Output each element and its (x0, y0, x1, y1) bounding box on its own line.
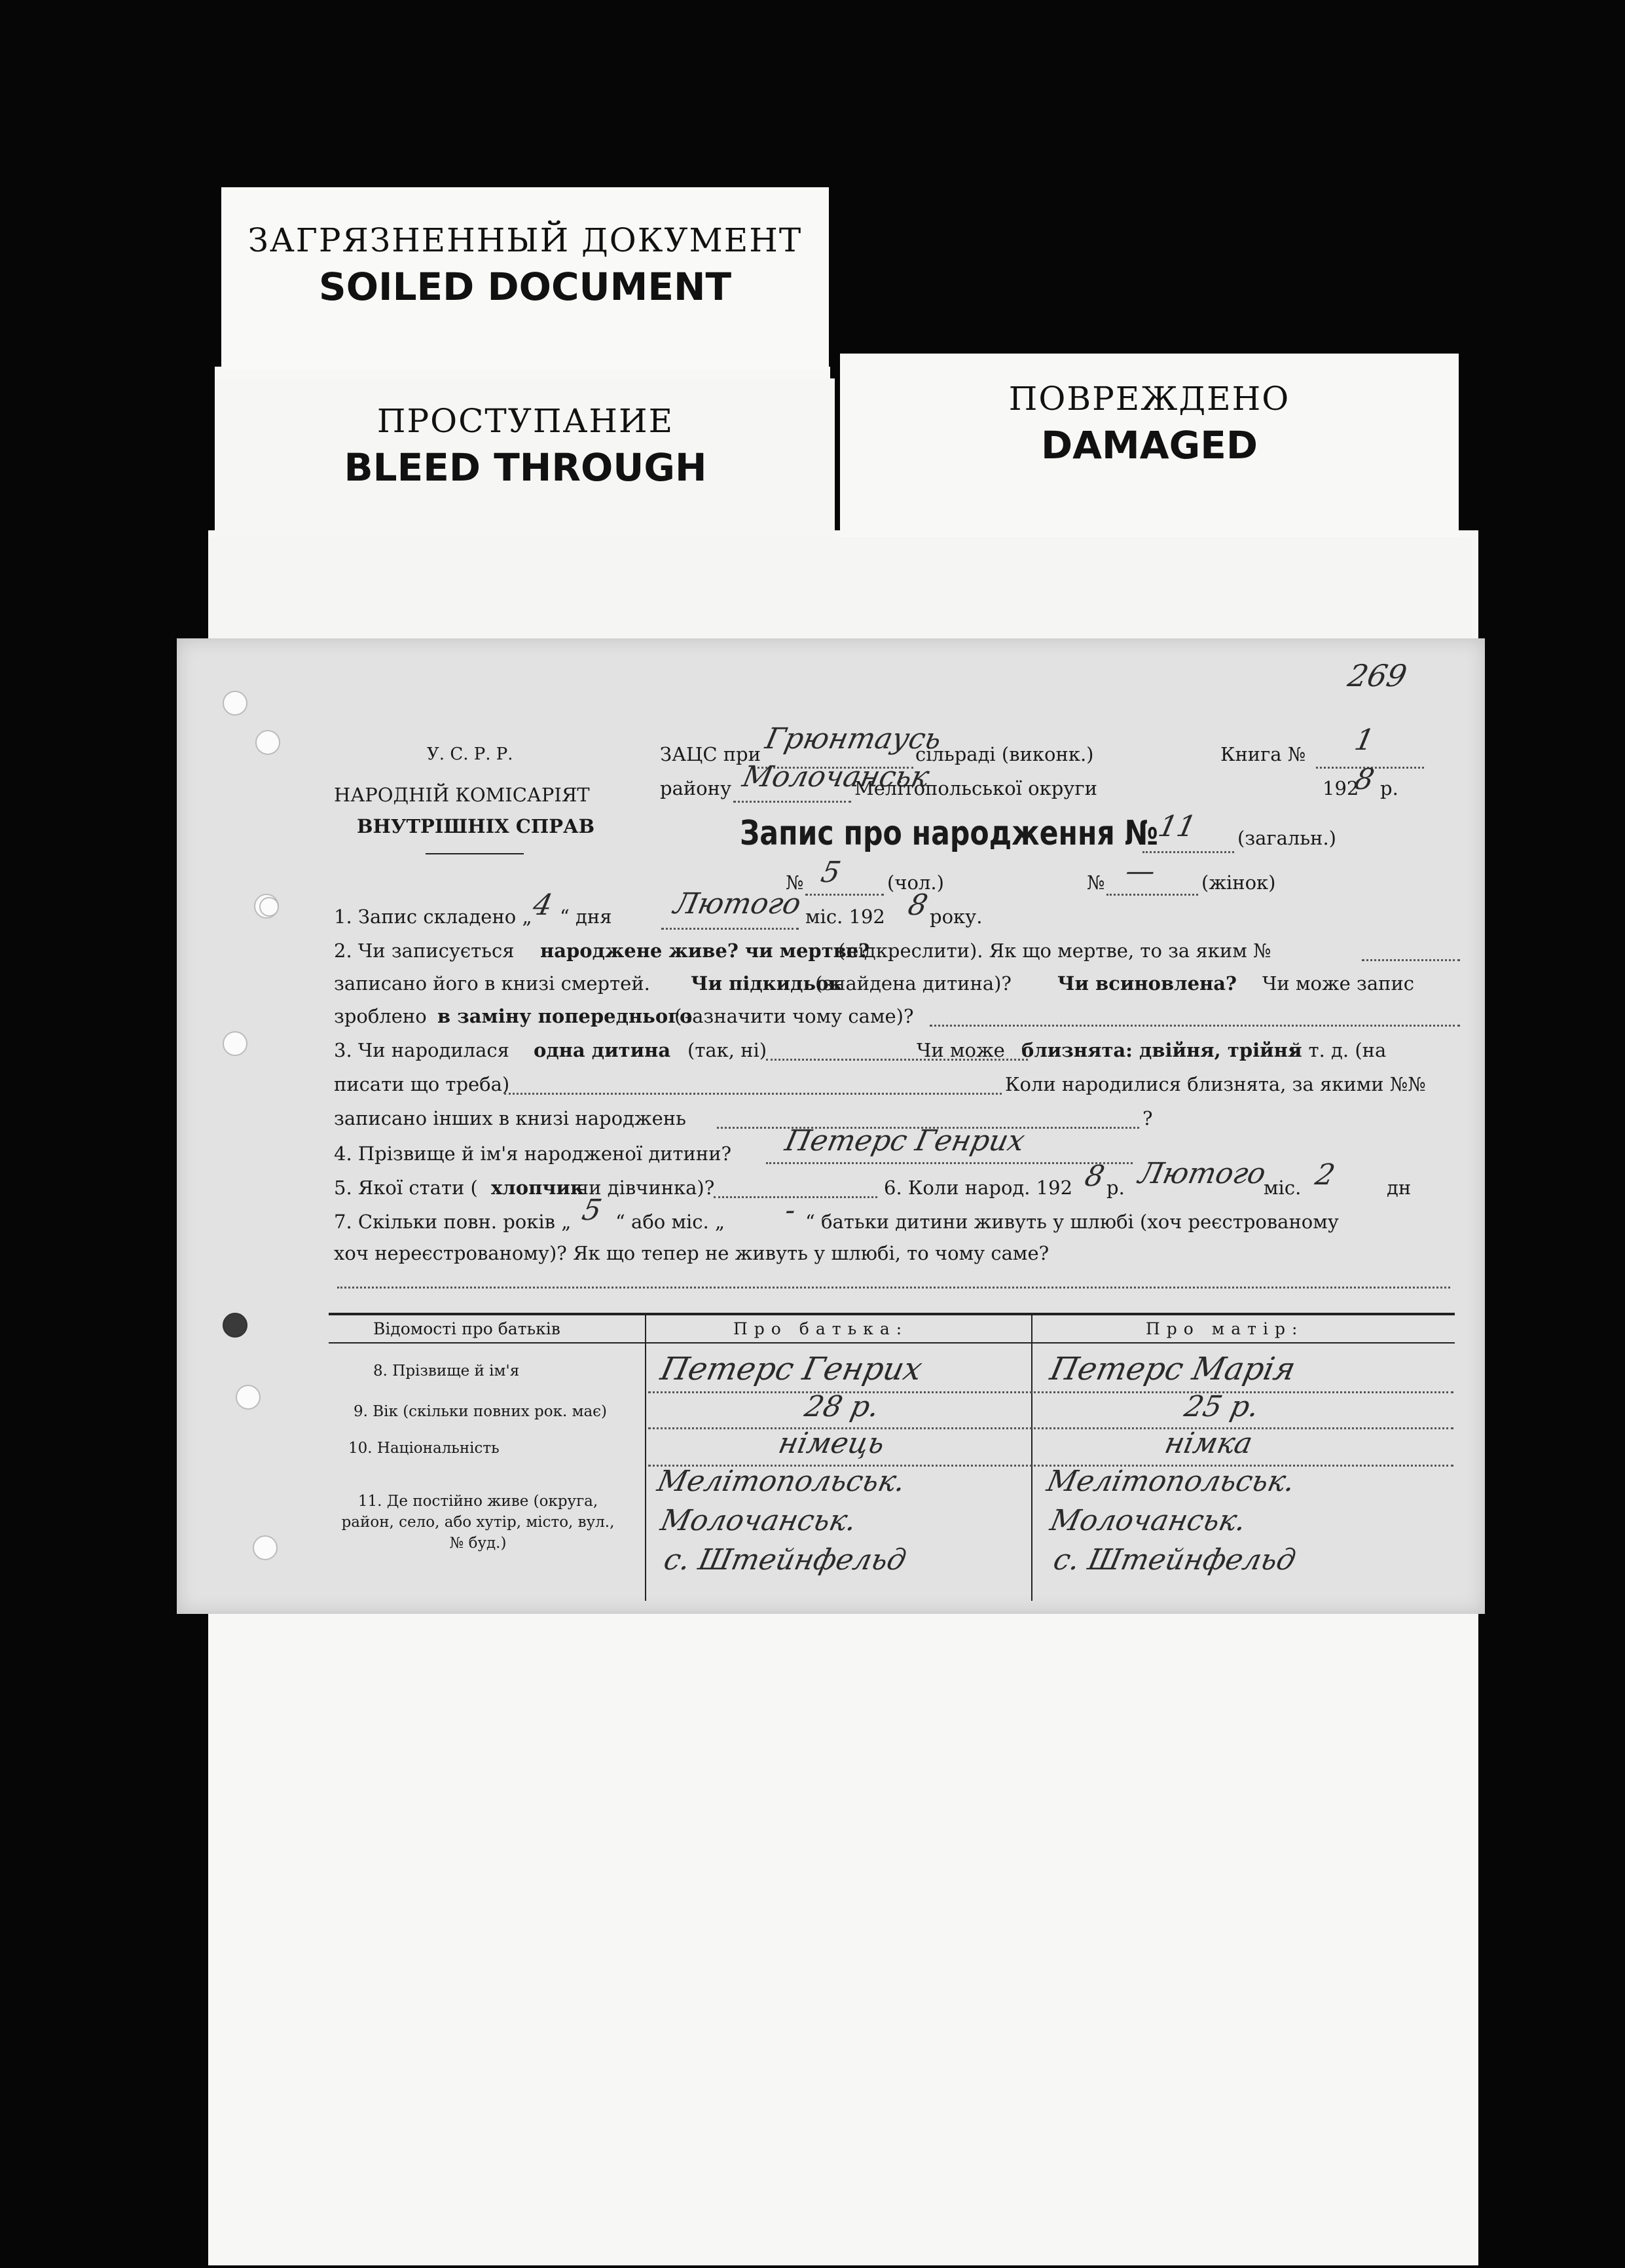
page-number: 269 (1345, 658, 1410, 693)
child-name-line (766, 1162, 1133, 1164)
table-header-rule (329, 1342, 1455, 1344)
soiled-label-ru: ЗАГРЯЗНЕННЫЙ ДОКУМЕНТ (247, 221, 803, 259)
table-col-rule (645, 1313, 646, 1601)
married-years: 5 (579, 1194, 605, 1227)
row-name-line (648, 1391, 1453, 1393)
row-residence-label: 11. Де постійно живе (округа, район, село, або хутір, місто, вул., № буд.) (341, 1493, 615, 1552)
line5-e: близнята: двійня, трійня (1021, 1039, 1302, 1061)
line5-d: Чи може (917, 1039, 1005, 1061)
birth-year: 8 (1082, 1160, 1108, 1193)
row-name-label: 8. Прізвище й ім'я (373, 1363, 520, 1380)
punch-hole (255, 730, 280, 755)
line10-a: 7. Скільки повн. років „ (334, 1211, 572, 1233)
table-top-rule (329, 1313, 1455, 1315)
line11-dots (337, 1287, 1450, 1289)
line5-b: одна дитина (534, 1039, 671, 1061)
child-name: Петерс Генрих (782, 1124, 1028, 1158)
bleed-label-ru: ПРОСТУПАНИЕ (376, 402, 674, 440)
line1-month-line (661, 928, 799, 930)
zags-value: Грюнтаусь (762, 722, 945, 756)
line2-c: (підкреслити). Як що мертве, то за яким № (838, 940, 1271, 962)
book-label: Книга № (1220, 743, 1306, 765)
table-header-father: Про батька: (733, 1319, 909, 1338)
damaged-label (840, 354, 1459, 550)
cover-sheet (208, 537, 1472, 655)
line9-g: дн (1387, 1177, 1412, 1199)
row-age-line (648, 1427, 1453, 1429)
line1-year: 8 (905, 888, 931, 922)
line1-a: 1. Запис складено „ (334, 905, 532, 928)
father-residence-1: Мелітопольськ. (654, 1465, 909, 1498)
line9-c: чи дівчинка)? (576, 1177, 715, 1199)
line9-e: р. (1106, 1177, 1125, 1199)
female-label: (жінок) (1201, 871, 1276, 894)
line4-b: в заміну попереднього (437, 1005, 693, 1027)
father-residence-3: с. Штейнфельд (661, 1543, 909, 1577)
line10-c: “ батьки дитини живуть у шлюбі (хоч реєстрованому (805, 1211, 1339, 1233)
zags-suffix: сільраді (виконк.) (915, 743, 1094, 765)
line10-b: “ або міс. „ (615, 1211, 725, 1233)
district-prefix: району (660, 777, 732, 799)
soiled-label-en: SOILED DOCUMENT (318, 265, 732, 309)
header-internal-affairs: ВНУТРІШНІХ СПРАВ (357, 815, 595, 837)
row-nationality-label: 10. Національність (348, 1440, 500, 1457)
header-ussr: У. С. Р. Р. (427, 744, 513, 764)
male-label: (чол.) (887, 871, 944, 894)
line2-dots (1362, 959, 1460, 961)
table-header-mother: Про матір: (1146, 1319, 1304, 1338)
mother-nationality: німка (1161, 1427, 1256, 1460)
line3-c: (знайдена дитина)? (815, 972, 1012, 995)
year-value: 8 (1351, 763, 1378, 796)
district-value: Молочанськ (739, 760, 932, 794)
damaged-label-ru: ПОВРЕЖДЕНО (1008, 380, 1290, 418)
year-suffix: р. (1380, 777, 1398, 799)
header-rule (426, 853, 524, 854)
line3-a: записано його в книзі смертей. (334, 972, 650, 995)
punch-hole (253, 1535, 278, 1560)
table-col-rule (1031, 1313, 1032, 1601)
line5-c: (так, ні) (687, 1039, 767, 1061)
line3-d: Чи всиновлена? (1057, 972, 1237, 995)
line7-a: записано інших в книзі народжень (334, 1107, 686, 1129)
line1-b: “ дня (560, 905, 612, 928)
punch-hole (223, 1313, 247, 1338)
father-nationality: німець (775, 1427, 888, 1460)
birth-month: Лютого (1135, 1157, 1269, 1190)
mother-residence-1: Мелітопольськ. (1044, 1465, 1298, 1498)
record-number: 11 (1155, 810, 1199, 843)
father-name: Петерс Генрих (657, 1351, 926, 1387)
punch-hole (223, 1031, 247, 1056)
line8-a: 4. Прізвище й ім'я народженої дитини? (334, 1143, 732, 1165)
punch-hole (236, 1385, 261, 1410)
line1-c: міс. 192 (805, 905, 885, 928)
line5-a: 3. Чи народилася (334, 1039, 509, 1061)
zags-prefix: ЗАЦС при (660, 743, 761, 765)
book-value: 1 (1351, 723, 1378, 757)
mother-residence-3: с. Штейнфельд (1050, 1543, 1299, 1577)
male-no-label: № (786, 871, 804, 894)
line3-e: Чи може запис (1262, 972, 1415, 995)
line7-b: ? (1142, 1107, 1153, 1129)
mother-age: 25 р. (1181, 1390, 1262, 1423)
line3-b: Чи підкидьок (691, 972, 843, 995)
birth-day: 2 (1312, 1158, 1338, 1192)
line2-a: 2. Чи записується (334, 940, 515, 962)
bleed-label-en: BLEED THROUGH (344, 445, 707, 490)
table-header-info: Відомості про батьків (373, 1319, 560, 1338)
female-number-line (1106, 894, 1198, 896)
birth-record-form (177, 638, 1485, 1614)
soiled-document-label (221, 187, 829, 369)
line9-f: міс. (1264, 1177, 1302, 1199)
line4-dots (930, 1025, 1460, 1027)
record-title: Запис про народження № (740, 814, 1158, 853)
male-number: 5 (818, 856, 844, 889)
line9-d: 6. Коли народ. 192 (884, 1177, 1073, 1199)
father-age: 28 р. (801, 1390, 883, 1423)
district-suffix: Мелітопольської округи (854, 777, 1097, 799)
line1-d: року. (930, 905, 983, 928)
header-commissariat: НАРОДНІЙ КОМІСАРІЯТ (334, 784, 590, 806)
line6-a: писати що треба) (334, 1073, 510, 1095)
male-number-line (805, 894, 884, 896)
line11-a: хоч нереєстрованому)? Як що тепер не живуть у шлюбі, то чому саме? (334, 1242, 1050, 1264)
year-prefix: 192 (1323, 777, 1359, 799)
line4-a: зроблено (334, 1005, 427, 1027)
father-residence-2: Молочанськ. (657, 1504, 860, 1537)
district-line (733, 801, 851, 803)
mother-residence-2: Молочанськ. (1047, 1504, 1249, 1537)
line5-f: й т. д. (на (1290, 1039, 1387, 1061)
line1-month: Лютого (670, 887, 804, 921)
punch-hole (223, 691, 247, 716)
line6-dots (504, 1093, 1002, 1095)
line9-b: хлопчик (491, 1177, 584, 1199)
line9-a: 5. Якої стати ( (334, 1177, 478, 1199)
row-age-label: 9. Вік (скільки повних рок. має) (354, 1403, 608, 1420)
female-no-label: № (1087, 871, 1105, 894)
female-number: — (1122, 854, 1159, 888)
damaged-label-en: DAMAGED (1040, 423, 1258, 467)
line1-day: 4 (530, 888, 556, 922)
punch-hole (259, 897, 279, 917)
line4-c: (зазначити чому саме)? (674, 1005, 914, 1027)
record-number-line (1142, 851, 1234, 853)
line2-b: народжене живе? чи мертве? (540, 940, 870, 962)
mother-name: Петерс Марія (1047, 1351, 1299, 1387)
married-months: - (782, 1194, 799, 1227)
line6-b: Коли народилися близнята, за якими №№ (1005, 1073, 1426, 1095)
total-label: (загальн.) (1237, 827, 1336, 849)
